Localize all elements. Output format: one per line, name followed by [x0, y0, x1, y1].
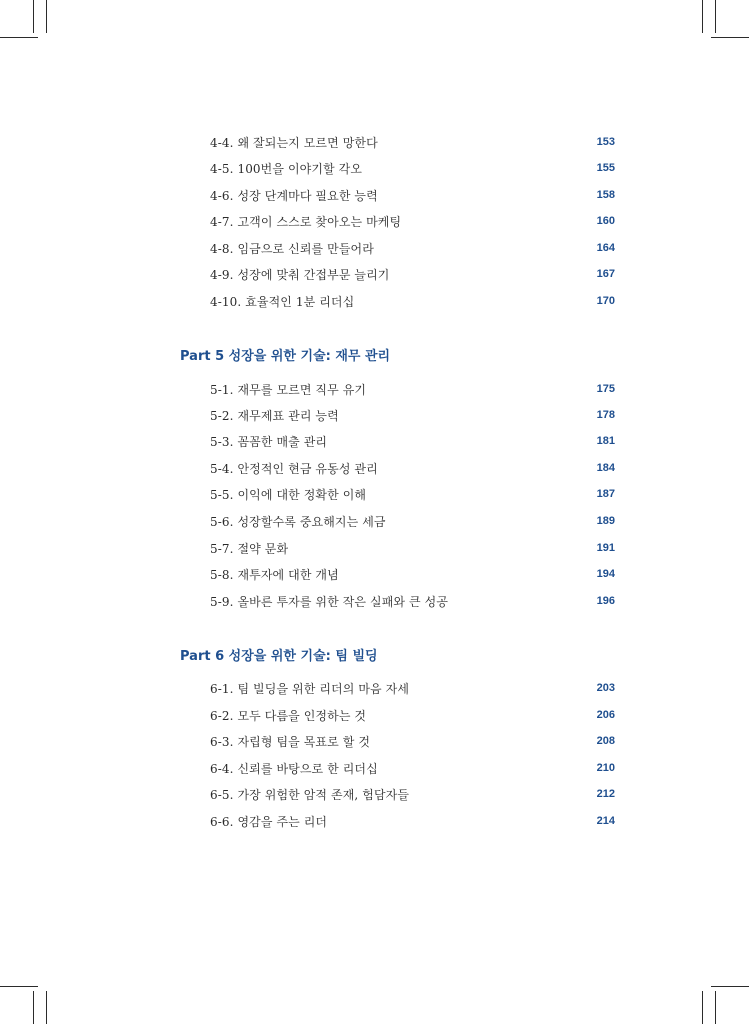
toc-entry[interactable]	[210, 264, 615, 284]
toc-entry-page: 167	[596, 268, 615, 280]
toc-entry-title: 5-8. 재투자에 대한 개념	[210, 567, 339, 582]
crop-mark	[33, 991, 34, 1024]
toc-entry-page: 206	[596, 709, 615, 721]
toc-entry[interactable]	[210, 538, 615, 558]
toc-entry-title: 5-4. 안정적인 현금 유동성 관리	[210, 461, 378, 476]
toc-entry[interactable]	[210, 591, 615, 611]
toc-entry-page: 158	[596, 189, 615, 201]
toc-entry[interactable]	[210, 238, 615, 258]
toc-entry[interactable]	[210, 211, 615, 231]
toc-entry[interactable]	[210, 758, 615, 778]
toc-entry[interactable]	[210, 811, 615, 831]
toc-entry-title: 4-7. 고객이 스스로 찾아오는 마케팅	[210, 214, 402, 229]
toc-entry-title: 6-5. 가장 위험한 암적 존재, 험담자들	[210, 787, 410, 802]
toc-entry[interactable]	[210, 158, 615, 178]
toc-entry-page: 170	[596, 295, 615, 307]
toc-entry-page: 189	[596, 515, 615, 527]
toc-entry-title: 4-5. 100번을 이야기할 각오	[210, 161, 363, 176]
toc-entry-page: 191	[596, 542, 615, 554]
toc-entry[interactable]	[210, 784, 615, 804]
toc-entry-title: 5-3. 꼼꼼한 매출 관리	[210, 434, 328, 449]
crop-mark	[711, 37, 749, 38]
toc-entry[interactable]	[210, 678, 615, 698]
toc-entry-title: 5-9. 올바른 투자를 위한 작은 실패와 큰 성공	[210, 594, 449, 609]
toc-entry[interactable]	[210, 564, 615, 584]
toc-entry-page: 175	[596, 383, 615, 395]
toc-entry-page: 164	[596, 242, 615, 254]
toc-entry-page: 155	[596, 162, 615, 174]
toc-entry-page: 214	[596, 815, 615, 827]
toc-entry[interactable]	[210, 458, 615, 478]
crop-mark	[0, 37, 38, 38]
toc-entry-title: 5-2. 재무제표 관리 능력	[210, 408, 339, 423]
toc-entry-page: 181	[596, 435, 615, 447]
crop-mark	[46, 0, 47, 33]
toc-entry-page: 203	[596, 682, 615, 694]
toc-entry-page: 153	[596, 136, 615, 148]
toc-entry-title: 4-10. 효율적인 1분 리더십	[210, 294, 355, 309]
toc-entry-page: 184	[596, 462, 615, 474]
toc-entry-title: 6-1. 팀 빌딩을 위한 리더의 마음 자세	[210, 681, 410, 696]
toc-entry[interactable]	[210, 405, 615, 425]
toc-entry-title: 6-4. 신뢰를 바탕으로 한 리더십	[210, 761, 378, 776]
toc-entry-title: 5-6. 성장할수록 중요해지는 세금	[210, 514, 386, 529]
part-heading: Part 6 성장을 위한 기술: 팀 빌딩	[180, 648, 378, 664]
toc-entry[interactable]	[210, 431, 615, 451]
toc-entry-page: 196	[596, 595, 615, 607]
toc-entry-page: 178	[596, 409, 615, 421]
toc-entry-title: 4-4. 왜 잘되는지 모르면 망한다	[210, 135, 378, 150]
toc-entry[interactable]	[210, 484, 615, 504]
toc-entry[interactable]	[210, 705, 615, 725]
toc-entry-title: 5-1. 재무를 모르면 직무 유기	[210, 382, 367, 397]
crop-mark	[46, 991, 47, 1024]
toc-entry-page: 187	[596, 488, 615, 500]
toc-entry-page: 194	[596, 568, 615, 580]
toc-entry-title: 4-6. 성장 단계마다 필요한 능력	[210, 188, 378, 203]
toc-entry[interactable]	[210, 731, 615, 751]
toc-entry-title: 4-9. 성장에 맞춰 간접부문 늘리기	[210, 267, 390, 282]
toc-entry[interactable]	[210, 291, 615, 311]
crop-mark	[702, 0, 703, 33]
toc-entry[interactable]	[210, 511, 615, 531]
toc-entry[interactable]	[210, 185, 615, 205]
crop-mark	[715, 991, 716, 1024]
crop-mark	[715, 0, 716, 33]
toc-entry-title: 4-8. 임금으로 신뢰를 만들어라	[210, 241, 374, 256]
toc-entry-title: 6-6. 영감을 주는 리더	[210, 814, 328, 829]
toc-entry-page: 210	[596, 762, 615, 774]
toc-entry-title: 5-7. 절약 문화	[210, 541, 289, 556]
toc-entry[interactable]	[210, 379, 615, 399]
crop-mark	[711, 986, 749, 987]
toc-entry-page: 212	[596, 788, 615, 800]
crop-mark	[702, 991, 703, 1024]
toc-entry-title: 6-2. 모두 다름을 인정하는 것	[210, 708, 367, 723]
part-heading: Part 5 성장을 위한 기술: 재무 관리	[180, 348, 391, 364]
toc-entry-page: 160	[596, 215, 615, 227]
crop-mark	[0, 986, 38, 987]
toc-entry-title: 6-3. 자립형 팀을 목표로 할 것	[210, 734, 371, 749]
crop-mark	[33, 0, 34, 33]
toc-entry-page: 208	[596, 735, 615, 747]
toc-entry-title: 5-5. 이익에 대한 정확한 이해	[210, 487, 367, 502]
toc-entry[interactable]	[210, 132, 615, 152]
